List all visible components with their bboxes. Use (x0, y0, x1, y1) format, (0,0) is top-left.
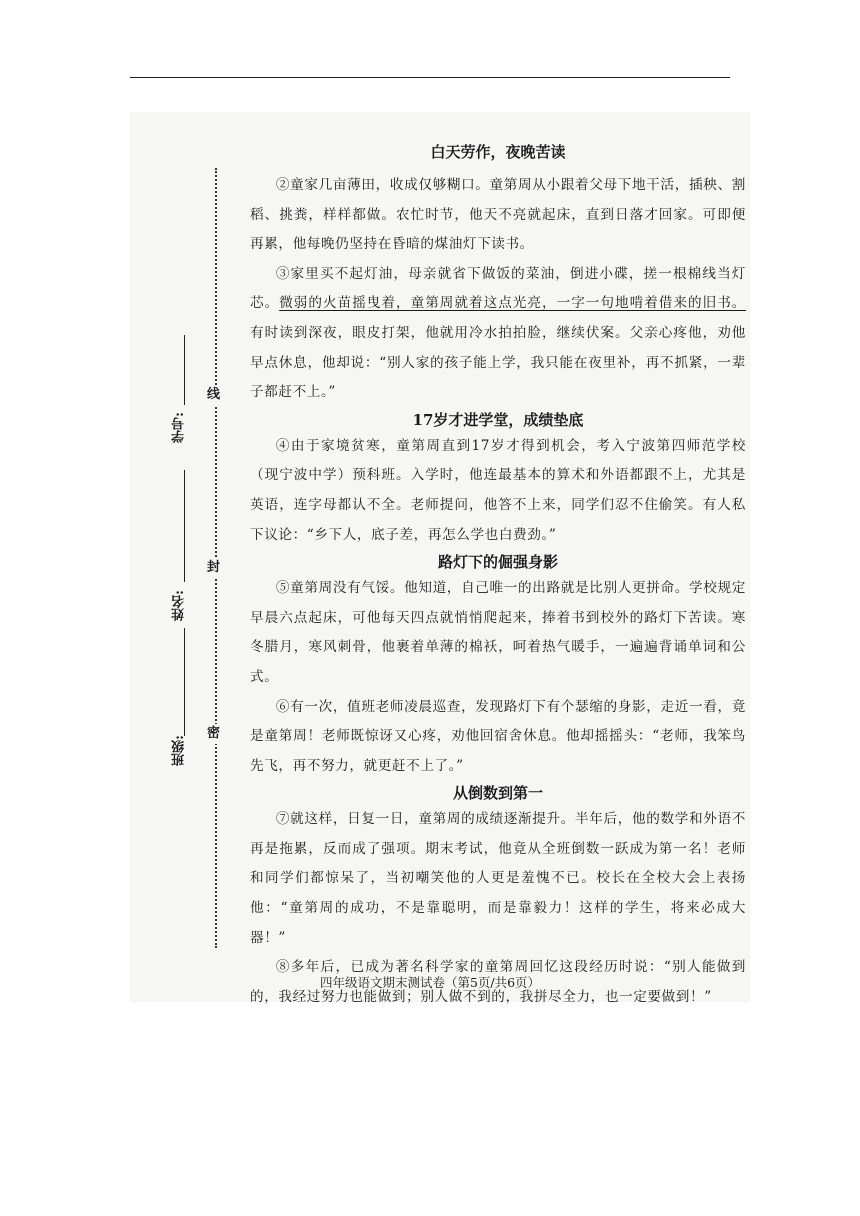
student-id-field (160, 412, 200, 552)
section-title: 从倒数到第一 (452, 784, 543, 803)
section-title: 白天劳作，夜晚苦读 (430, 143, 566, 161)
paragraph-4: ④由于家境贫寒，童第周直到17岁才得到机会，考入宁波第四师范学校（现宁波中学）预科班。入学时，他连最基本的算术和外语都跟不上，尤其是英语，连字母都认不全。老师提问，他答不上来，同学们忍不住偷笑。有人私下议论：“乡下人，底子差，再怎么学也白费劲。” (250, 437, 746, 543)
paragraph-3-part-2: 有时读到深夜，眼皮打架，他就用冷水拍拍脸，继续伏案。父亲心疼他，劝他早点休息，他却说：“别人家的孩子能上学，我只能在夜里补，再不抓紧，一辈子都赶不上。” (250, 324, 746, 401)
section-streetlight (250, 550, 746, 781)
paragraph-6: ⑥有一次，值班老师凌晨巡查，发现路灯下有个瑟缩的身影，走近一看，竟是童第周！老师既惊讶又心疼，劝他回宿舍休息。他却摇摇头：“老师，我笨鸟先飞，再不努力，就更赶不上了。” (250, 698, 746, 774)
class-label: 班级: (172, 735, 187, 766)
section-school (250, 408, 746, 550)
name-field (160, 590, 200, 730)
paragraph-8: ⑧多年后，已成为著名科学家的童第周回忆这段经历时说：“别人能做到的，我经过努力也能做到；别人做不到的，我拼尽全力，也一定要做到！” (250, 959, 746, 1005)
student-id-label: 学号: (172, 412, 187, 443)
binding-char-secret: 密 (207, 724, 220, 744)
reading-passage (250, 140, 746, 1012)
name-label: 姓名: (172, 590, 187, 621)
paragraph-2: ②童家几亩薄田，收成仅够糊口。童第周从小跟着父母下地干活，插秧、割稻、挑粪，样样都做。农忙时节，他天不亮就起床，直到日落才回家。可即便再累，他每晚仍坚持在昏暗的煤油灯下读书。 (250, 177, 746, 253)
section-title: 路灯下的倔强身影 (437, 553, 558, 572)
class-field (160, 735, 200, 875)
header-rule (130, 77, 730, 78)
binding-char-seal: 封 (207, 558, 220, 578)
paragraph-7: ⑦就这样，日复一日，童第周的成绩逐渐提升。半年后，他的数学和外语不再是拖累，反而成了强项。期末考试，他竟从全班倒数一跃成为第一名！老师和同学们都惊呆了，当初嘲笑他的人更是羞愧不已。校长在全校大会上表扬他：“童第周的成功，不是靠聪明，而是靠毅力！这样的学生，将来必成大器！” (250, 811, 746, 946)
underlined-sentence: 微弱的火苗摇曳着，童第周就着这点光亮，一字一句地啃着借来的旧书。 (279, 295, 746, 312)
student-id-blank[interactable] (184, 335, 185, 405)
page-footer: 四年级语文期末测试卷（第5页/共6页） (319, 975, 541, 990)
section-title: 17岁才进学堂，成绩垫底 (412, 410, 584, 429)
binding-char-line: 线 (207, 385, 220, 405)
section-daytime (250, 140, 746, 408)
paragraph-3 (250, 260, 746, 408)
paragraph-3-part-1: ③家里买不起灯油，母亲就省下做饭的菜油，倒进小碟，搓一根棉线当灯芯。 (250, 265, 746, 312)
paragraph-5: ⑤童第周没有气馁。他知道，自己唯一的出路就是比别人更拼命。学校规定早晨六点起床，可他每天四点就悄悄爬起来，捧着书到校外的路灯下苦读。寒冬腊月，寒风刺骨，他裹着单薄的棉袄，呵着热气暖手，一遍遍背诵单词和公式。 (250, 580, 746, 685)
